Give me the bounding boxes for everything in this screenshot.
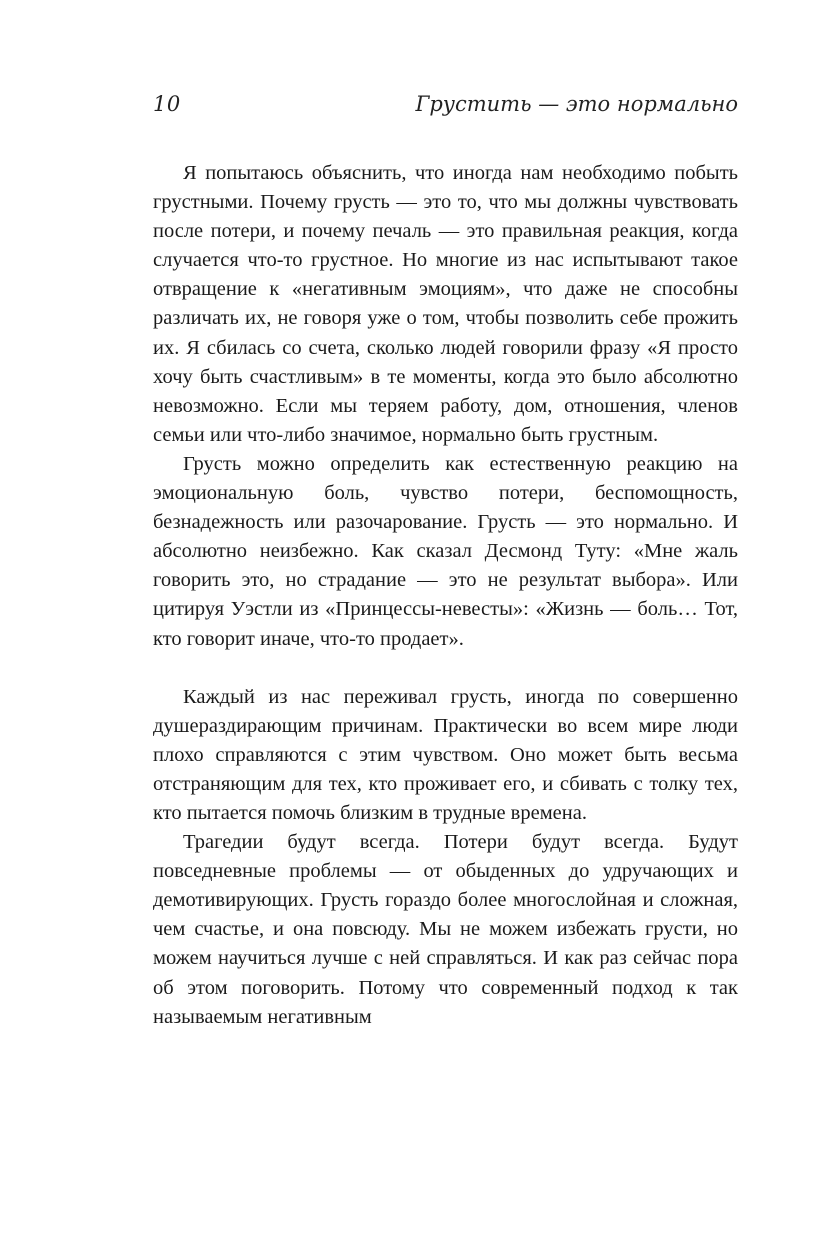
- paragraph: Трагедии будут всегда. Потери будут всегда. Будут повседневные проблемы — от обыденных до удручающих и демотивирующих. Грусть гораздо более многослойная и сложная, чем счастье, и она повсюду. Мы не можем избежать грусти, но можем научиться лучше с ней справляться. И как раз сейчас пора об этом поговорить. Потому что современный подход к так называемым негативным: [153, 831, 738, 1028]
- paragraph: Грусть можно определить как естественную реакцию на эмоциональную боль, чувство потери, беспомощность, безнадежность или разочарование. Грусть — это нормально. И абсолютно неизбежно. Как сказал Десмонд Туту: «Мне жаль говорить это, но страдание — это не результат выбора». Или цитируя Уэстли из «Принцессы-невесты»: «Жизнь — боль… Тот, кто говорит иначе, что-то продает».: [153, 452, 738, 650]
- chapter-title: Грустить — это нормально: [415, 92, 738, 116]
- running-head: [153, 92, 738, 126]
- paragraph: Я попытаюсь объяснить, что иногда нам необходимо побыть грустными. Почему грусть — это то, что мы должны чувствовать после потери, и почему печаль — это правильная реакция, когда случается что-то грустное. Но многие из нас испытывают такое отвращение к «негативным эмоциям», что даже не способны различать их, не говоря уже о том, чтобы позволить себе прожить их. Я сбилась со счета, сколько людей говорили фразу «Я просто хочу быть счастливым» в те моменты, когда это было абсолютно невозможно. Если мы теряем работу, дом, отношения, членов семьи или что-либо значимое, нормально быть грустным.: [153, 162, 738, 446]
- paragraph: Каждый из нас переживал грусть, иногда по совершенно душераздирающим причинам. Практически во всем мире люди плохо справляются с этим чувством. Оно может быть весьма отстраняющим для тех, кто проживает его, и сбивать с толку тех, кто пытается помочь близким в трудные времена.: [153, 685, 738, 824]
- page-number: 10: [153, 92, 181, 116]
- body-text: [153, 159, 738, 1032]
